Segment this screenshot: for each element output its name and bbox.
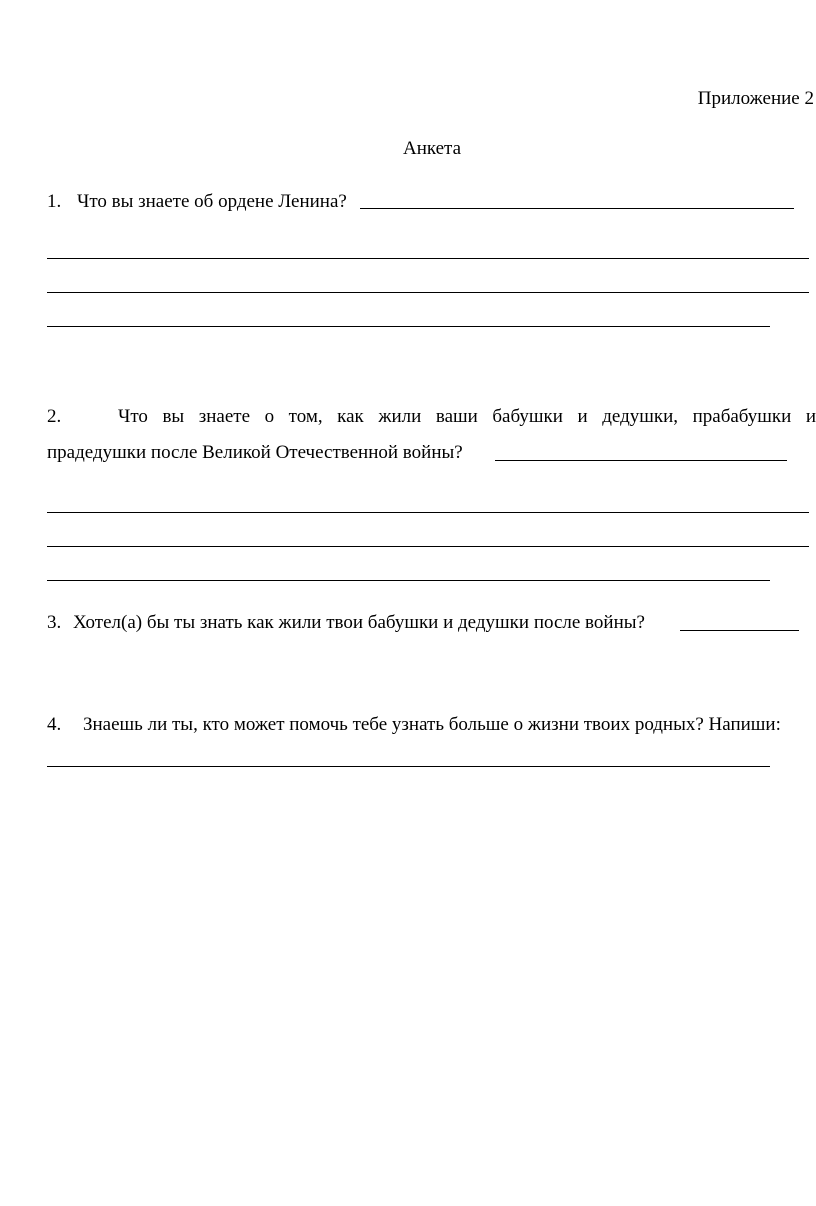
answer-line-1-inline[interactable] <box>360 208 794 209</box>
question-1-text: Что вы знаете об ордене Ленина? <box>77 191 347 212</box>
answer-line-1b[interactable] <box>47 292 809 293</box>
question-3-text: Хотел(а) бы ты знать как жили твои бабушки и дедушки после войны? <box>73 612 645 633</box>
document-title: Анкета <box>402 138 462 159</box>
answer-line-2b[interactable] <box>47 546 809 547</box>
answer-line-1a[interactable] <box>47 258 809 259</box>
appendix-label: Приложение 2 <box>697 88 814 109</box>
answer-line-2c[interactable] <box>47 580 770 581</box>
question-2-text-line1: Что вы знаете о том, как жили ваши бабушки и дедушки, прабабушки и <box>118 406 816 427</box>
answer-line-1c[interactable] <box>47 326 770 327</box>
question-2-text-line2: прадедушки после Великой Отечественной войны? <box>47 442 463 463</box>
answer-line-4a[interactable] <box>47 766 770 767</box>
question-1-number: 1. <box>47 191 62 212</box>
question-4-number: 4. <box>47 714 62 735</box>
answer-line-3-inline[interactable] <box>680 630 799 631</box>
question-4-text: Знаешь ли ты, кто может помочь тебе узнать больше о жизни твоих родных? Напиши: <box>83 714 781 735</box>
question-3-number: 3. <box>47 612 62 633</box>
answer-line-2-inline[interactable] <box>495 460 787 461</box>
answer-line-2a[interactable] <box>47 512 809 513</box>
question-2-number: 2. <box>47 406 62 427</box>
